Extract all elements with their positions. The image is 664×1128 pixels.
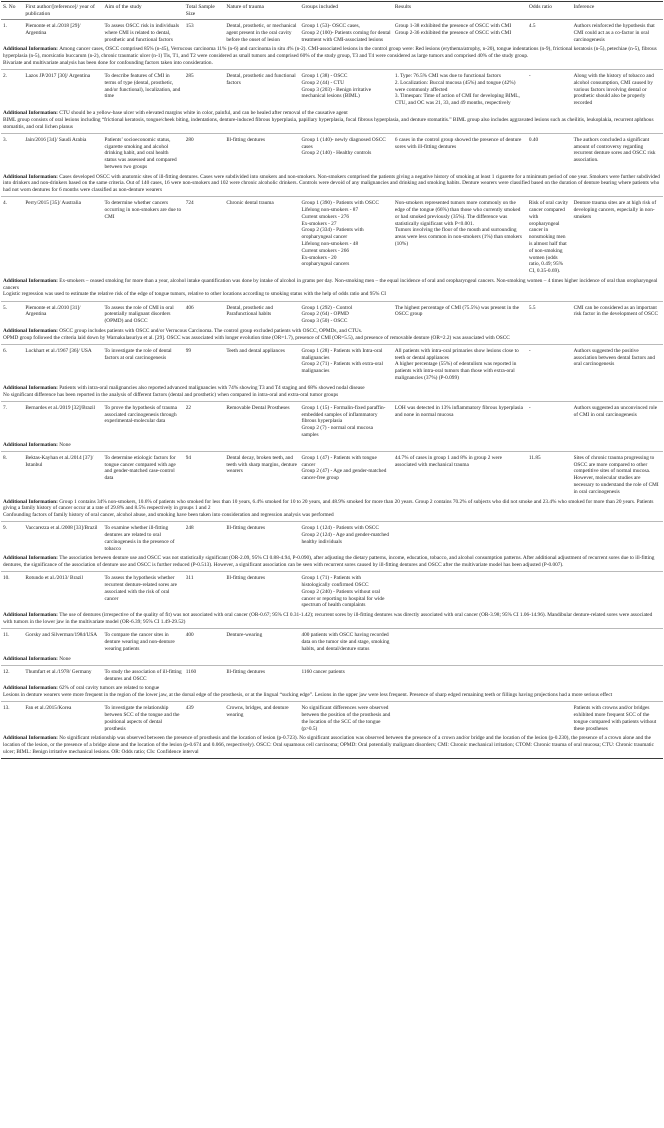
additional-info-label: Additional Information: <box>3 384 60 391</box>
studies-review-table <box>1 1 663 759</box>
cell-results: 1. Type: 76.5% CMI was due to functional factors 2. Localization: Buccal mucosa (45%) and tongue (42%) were commonly affected 3. Timespan: Time of action of CMI for developing BIML, CTU, and OC was 21, 33, and 49 months, respectively <box>394 73 520 107</box>
cell-groups: Group 1 (390) - Patients with OSCC Lifelong non-smokers - 87 Current smokers - 276 Ex-smokers - 27 Group 2 (334) - Patients with oropharyngeal cancer Lifelong non-smokers - 48 Current smokers - 266 Ex-smokers - 20 oropharyngeal cancers <box>301 200 379 268</box>
additional-info-text: Among cancer cases, OSCC comprised 85% (n-45), Verrucous carcinoma 11% (n-6) and carcinoma in situ 4% (n-2). CMI-associated lesions in the control group were: Red lesions (erythema/atrophy, n-20), tongue indentations (n-9), frictional keratosis (n-5), petechiae (n-5), fibrous hyperplasia (n-5), morsicatio buccarum (n-2), chronic traumatic ulcer (n-1) Tis, T1, and T2 were considered as small tumors and comprised 60% of the study group, T3 and T4 were considered as large tumors and comprised 40% of the study group. Bivariate and multivariate analysis has been done for confounding factors taken into consideration. <box>3 46 657 66</box>
cell-sample: 22 <box>185 404 192 411</box>
cell-author: Bektas-Kayhan et al./2014 [37]/ Istanbul <box>25 454 94 468</box>
cell-inference: Sites of chronic trauma progressing to OSCC are more compared to other competitive sites of normal mucosa. However, molecular studies are necessary to understand the role of CMI in oral carcinogenesis <box>573 454 659 495</box>
column-header-results: Results <box>394 3 412 10</box>
additional-info-label: Additional Information: <box>3 109 60 116</box>
additional-info-row <box>1 497 663 522</box>
cell-inference: Denture trauma sites are at high risk of developing cancers, especially in non-smokers <box>573 200 657 220</box>
additional-info-cell <box>1 497 663 522</box>
cell-sample: 400 <box>185 632 194 639</box>
cell-results: 6 cases in the control group showed the presence of denture sores with ill-fitting dentures <box>394 136 522 150</box>
additional-info-cell <box>1 734 663 759</box>
cell-nature: Dental, prosthetic and functional factors <box>226 73 296 86</box>
cell-inference: Patients with crowns and/or bridges exhibited more frequent SCC of the tongue compared with patients without these prostheses <box>573 705 657 732</box>
cell-aim: Patients’ socioeconomic status, cigarette smoking and alcohol drinking habit, and oral health status was assessed and compared between two groups <box>104 136 177 170</box>
cell-sno: 12. <box>3 668 10 675</box>
study-row <box>1 197 663 276</box>
cell-results <box>393 572 527 611</box>
cell-nature: Ill-fitting dentures <box>226 575 266 582</box>
column-header-sno: S. No <box>3 3 16 10</box>
cell-odds <box>527 702 572 734</box>
cell-results: 44.7% of cases in group 1 and 8% in group 2 were associated with mechanical trauma <box>394 454 502 468</box>
cell-sample: 280 <box>185 136 194 143</box>
cell-nature: Removable Dental Prostheses <box>226 404 290 411</box>
study-row <box>1 629 663 654</box>
cell-groups: Group 1 (71) - Patients with histologically confirmed OSCC Group 2 (240) - Patients without oral cancer or reporting to hospital for wide spectrum of health complaints <box>301 575 385 609</box>
additional-info-text: Cases developed OSCC with anatomic sites of ill-fitting dentures. Cases were subdivided into smokers and non-smokers. Non-smokers comprised the patients giving a negative history of smoking at least 1 cigarette for a minimum period of one year. Smokers were further subdivided into drinkers and non-drinkers based on the same criteria. Out of 140 cases, 16 were non-smokers and 102 were chronic alcoholic drinkers. Controls were devoid of any malignancies and drinking and smoking habits. Denture wearers were classified based on the duration of denture bearing where patients who had not worn dentures for 6 months were classified as non-denture wearers <box>3 173 660 194</box>
cell-aim: To assess OSCC risk in individuals where CMI is related to dental, prosthetic and functional factors <box>104 23 180 43</box>
additional-info-text: None <box>59 655 71 662</box>
additional-info-row <box>1 383 663 401</box>
additional-info-row <box>1 734 663 759</box>
cell-odds: 4.5 <box>528 23 536 30</box>
cell-author: Thumfart et al./1978/ Germany <box>25 668 92 675</box>
additional-info-cell <box>1 554 663 572</box>
cell-inference <box>572 572 663 611</box>
cell-nature: Teeth and dental appliances <box>226 347 285 354</box>
additional-info-cell <box>1 383 663 401</box>
cell-sno: 9. <box>3 525 7 532</box>
cell-inference: Along with the history of tobacco and alcohol consumption, CMI caused by various factors involving dental or prosthetic should also be properly recorded <box>573 73 654 107</box>
cell-sample: 406 <box>185 304 194 311</box>
cell-odds <box>527 572 572 611</box>
column-header-groups: Groups included <box>301 3 338 10</box>
cell-aim: To prove the hypothesis of trauma associated carcinogenesis through experimental-molecular data <box>104 404 177 425</box>
cell-sno: 2. <box>3 73 7 80</box>
additional-info-cell <box>1 440 663 451</box>
cell-odds: - <box>528 347 531 354</box>
cell-odds: - <box>528 404 531 411</box>
additional-info-text: Patients with intra-oral malignancies also reported advanced malignancies with 74% showing T3 and T4 staging and 68% showed nodal disease No significant difference has been reported in the analysis of different factors (dental and prosthetic) when compared in intra-oral and extra-oral tumor groups <box>3 384 365 398</box>
additional-info-row <box>1 45 663 70</box>
additional-info-label: Additional Information: <box>3 498 60 505</box>
cell-nature: Ill-fitting dentures <box>226 525 266 532</box>
cell-sample: 99 <box>185 347 192 354</box>
cell-inference: The authors concluded a significant amount of controversy regarding recurrent denture sores and OSCC risk association. <box>573 136 656 164</box>
cell-groups: Group 1 (38) - OSCC Group 2 (44) - CTU Group 3 (203) - Benign irritative mechanical lesions (BIML) <box>301 73 372 100</box>
cell-results: Non-smokers represented tumors more commonly on the edge of the tongue (66%) than those who currently smoked or had smoked previously (35%). The difference was statistically significant with P<0.001. Tumors involving the floor of the mouth and surrounding areas were less common in non-smokers (1%) than smokers (10%) <box>394 200 522 247</box>
cell-results: Group 1-38 exhibited the presence of OSCC with CMI Group 2-36 exhibited the presence of OSCC with CMI <box>394 23 512 36</box>
cell-sno: 11. <box>3 632 10 639</box>
cell-sno: 7. <box>3 404 7 411</box>
cell-groups: 400 patients with OSCC having recorded data on the tumor site and stage, smoking habits, and dental/denture status <box>301 632 390 652</box>
cell-results <box>393 629 527 654</box>
cell-inference: Authors reinforced the hypothesis that CMI could act as a co-factor in oral carcinogenesis <box>573 23 655 43</box>
cell-sno: 1. <box>3 23 7 30</box>
cell-aim: To describe features of CMI in terms of type (dental, prosthetic, and/or functional), localization, and time <box>104 73 181 100</box>
additional-info-cell <box>1 654 663 665</box>
column-header-nature: Nature of trauma <box>226 3 264 10</box>
cell-author: Vaccarezza et al./2008 [33]/Brazil <box>25 525 98 532</box>
cell-groups: Group 1 (28) - Patients with Intra-oral malignancies Group 2 (71) - Patients with extra-oral malignancies <box>301 347 383 375</box>
cell-inference <box>572 665 663 684</box>
cell-author: Jain/2016 [34]/ Saudi Arabia <box>25 136 87 143</box>
study-row <box>1 20 663 45</box>
cell-nature: Crowns, bridges, and denture wearing <box>226 705 289 719</box>
cell-sample: 1160 <box>185 668 197 675</box>
additional-info-cell <box>1 326 663 344</box>
cell-odds <box>527 665 572 684</box>
study-row <box>1 451 663 497</box>
additional-info-text: Ex-smokers – ceased smoking for more than a year, alcohol intake quantification was done by intake of alcohol in grams per day. Non-smoking men – the equal incidence of oral and oropharyngeal cancers. Non-smoking women – 4 times higher incidence of oral than oropharyngeal cancers Logistic regression was used to estimate the relative risk of the edge of tongue tumors, relative to other locations according to smoking status with the help of odds ratio and 95% CI <box>3 277 658 298</box>
column-header-author: First author/[reference]/ year of publication <box>25 3 95 17</box>
additional-info-label: Additional Information: <box>3 173 60 180</box>
cell-nature: Dental decay, broken teeth, and teeth with sharp margins, denture wearers <box>226 454 298 475</box>
cell-odds: - <box>528 73 531 80</box>
additional-info-text: The association between denture use and OSCC was not statistically significant (OR-2.09, 95% CI 0.88-4.94, P-0.090), after adjusting the dietary patterns, income, education, tobacco, and alcohol consumption patterns. After additional adjustment of recurrent sores due to ill-fitting dentures, the significance of the association of denture use and OSCC is further reduced (P-0.513). However, a significant association can be seen with recurrent sores caused by ill-fitting dentures and OSCC after the multivariate model has been adjusted (P-0.007). <box>3 555 655 569</box>
cell-sample: 439 <box>185 705 194 712</box>
cell-author: Perry/2015 [35]/ Australia <box>25 200 81 207</box>
cell-results <box>393 702 527 734</box>
cell-author: Fan et al./2015/Korea <box>25 705 72 712</box>
cell-author: Bernardes et al./2019 [32]/Brazil <box>25 404 96 411</box>
additional-info-text: The use of dentures (irrespective of the quality of fit) was not associated with oral cancer (OR-0.67; 95% CI 0.31-1.42); recurrent sores by ill-fitting dentures was directly associated with oral cancer (OR-3.98; 95% CI 1.06-14.96). Mandibular denture-related sores were associated with tumors in the lower jaw in the multivariate model (OR-6.39; 95% CI 1.49-29.52) <box>3 612 653 625</box>
cell-author: Lockhart et al./1967 [36]/ USA <box>25 347 92 354</box>
additional-info-label: Additional Information: <box>3 735 60 742</box>
cell-aim: To compare the cancer sites in denture wearing and non-denture wearing patients <box>104 632 175 652</box>
cell-sample: 153 <box>185 23 194 30</box>
cell-inference <box>572 522 663 554</box>
additional-info-label: Additional Information: <box>3 655 60 662</box>
additional-info-cell <box>1 276 663 301</box>
additional-info-label: Additional Information: <box>3 612 60 619</box>
column-header-sample: Total Sample Size <box>185 3 215 17</box>
study-row <box>1 344 663 383</box>
cell-sample: 94 <box>185 454 192 461</box>
cell-inference: Authors suggested the positive association between dental factors and oral carcinogenesis <box>573 347 656 368</box>
cell-aim: To determine etiologic factors for tongue cancer compared with age and gender-matched case-control data <box>104 454 176 482</box>
cell-sno: 6. <box>3 347 7 354</box>
cell-sno: 8. <box>3 454 7 461</box>
cell-odds: 0.40 <box>528 136 539 143</box>
additional-info-text: None <box>59 441 71 448</box>
cell-inference: Authors suggested an unconvinced role of CMI in oral carcinogenesis <box>573 404 658 418</box>
additional-info-cell <box>1 611 663 629</box>
cell-author: Piemonte et al./2018 [29]/ Argentina <box>25 23 81 36</box>
cell-nature: Ill-fitting dentures <box>226 668 266 675</box>
cell-aim: To assess the role of CMI in oral potentially malignant disorders (OPMD) and OSCC <box>104 304 174 325</box>
cell-author: Piemonte et al./2010 [31]/ Argentina <box>25 304 81 318</box>
additional-info-row <box>1 611 663 629</box>
additional-info-label: Additional Information: <box>3 277 60 284</box>
cell-groups: Group 1 (15) - Formalin-fixed paraffin-embedded samples of inflammatory fibrous hyperplasia Group 2 (7) - normal oral mucosa samples <box>301 404 386 438</box>
cell-results: The highest percentage of CMI (75.5%) was present in the OSCC group <box>394 304 520 318</box>
cell-odds: Risk of oral cavity cancer compared with oropharyngeal cancer in nonsmoking men is almost half that of non-smoking women (odds ratio, 0.49; 95% CI, 0.35-0.69). <box>528 200 569 275</box>
cell-inference: CMI can be considered as an important risk factor in the development of OSCC <box>573 304 659 318</box>
cell-sample: 248 <box>185 525 194 532</box>
study-row <box>1 702 663 734</box>
cell-groups: Group 1 (292) - Control Group 2 (64) - OPMD Group 3 (50) - OSCC <box>301 304 353 325</box>
cell-aim: To investigate the relationship between SCC of the tongue and the positional aspects of dental prosthesis <box>104 705 180 732</box>
cell-sno: 13. <box>3 705 10 712</box>
additional-info-cell <box>1 172 663 197</box>
additional-info-cell <box>1 45 663 70</box>
additional-info-label: Additional Information: <box>3 327 60 334</box>
additional-info-text: No significant relationship was observed between the presence of prosthesis and the location of lesion (p-0.723). No significant association was observed between the presence of a crown and/or bridge and the location of the lesion (p-0.230), the presence of a crown alone and the location of the lesion, or the presence of a bridge alone and the location of the lesion (p-0.674 and 0.066, respectively). OSCC: Oral squamous cell carcinoma; OPMD: Oral potentially malignant disorders; CMI: Chronic mechanical irritation; CTOM: Chronic trauma of oral mucosa; CTU: Chronic traumatic ulcer; BIML: Benign irritative mechanical lesions. OR: Odds ratio; CIs: Confidence interval <box>3 735 654 755</box>
column-header-aim: Aim of the study <box>104 3 142 10</box>
cell-groups: No significant differences were observed between the position of the prosthesis and the location of the SCC of the tongue (p>0.5) <box>301 705 391 732</box>
cell-sno: 3. <box>3 136 7 143</box>
cell-aim: To study the association of ill-fitting dentures and OSCC <box>104 668 182 682</box>
cell-groups: Group 1 (47) - Patients with tongue cancer Group 2 (47) - Age and gender-matched cancer-free group <box>301 454 387 482</box>
additional-info-label: Additional Information: <box>3 685 60 692</box>
additional-info-row <box>1 440 663 451</box>
cell-nature: Denture-wearing <box>226 632 263 639</box>
additional-info-label: Additional Information: <box>3 555 60 562</box>
cell-groups: Group 1 (140)- newly diagnosed OSCC cases Group 2 (140) - Healthy controls <box>301 136 386 157</box>
additional-info-row <box>1 654 663 665</box>
study-row <box>1 301 663 326</box>
column-header-inference: Inference <box>573 3 595 10</box>
cell-results <box>393 665 527 684</box>
cell-groups: Group 1 (124) - Patients with OSCC Group 2 (124) - Age and gender-matched healthy individuals <box>301 525 390 545</box>
cell-results: All patients with intra-oral primaries show lesions close to teeth or dental appliances A higher percentage (55%) of edentulism was reported in patients with intra-oral tumors than those with extra-oral malignancies (37%) (P-0.099) <box>394 347 519 382</box>
cell-sno: 10. <box>3 575 10 582</box>
cell-odds: 5.5 <box>528 304 536 311</box>
cell-sno: 5. <box>3 304 7 311</box>
additional-info-row <box>1 326 663 344</box>
column-header-odds: Odds ratio <box>528 3 552 10</box>
cell-sample: 285 <box>185 73 194 80</box>
table-header-row <box>1 2 663 20</box>
cell-author: Lazos JP/2017 [30]/ Argentina <box>25 73 91 80</box>
study-row <box>1 572 663 611</box>
study-row <box>1 401 663 440</box>
cell-nature: Ill-fitting dentures <box>226 136 266 143</box>
cell-inference <box>572 629 663 654</box>
cell-results <box>393 522 527 554</box>
cell-odds: 11.85 <box>528 454 541 461</box>
additional-info-label: Additional Information: <box>3 441 60 448</box>
additional-info-label: Additional Information: <box>3 46 60 53</box>
cell-results: LOH was detected in 13% inflammatory fibrous hyperplasia and none in normal mucosa <box>394 404 523 418</box>
additional-info-text: CTU should be a yellow-base ulcer with elevated margins white in color, painful, and can be healed after removal of the causative agent BIML group consists of oral lesions including “frictional keratosis, tongue/cheek biting, indentations, denture-induced fibrous hyperplasia, papillary hyperplasia, focal fibrous hyperplasia, and denture stomatitis.” BIML group also includes aggravated lesions such as cheilitis, leukoplakia, recurrent aphthous stomatitis, and oral lichen planus <box>3 109 654 130</box>
additional-info-row <box>1 554 663 572</box>
additional-info-text: Group 1 contains 34% non-smokers, 10.6% of patients who smoked for less than 10 years, 6.4% smoked for 10 to 20 years, and 48.9% smoked for more than 20 years. Group 2 contains 70.2% of subjects who did not smoke and 23.4% who smoked for more than 20 years. Patients giving a family history of cancer occur at a rate of 29.8% and 8.5% respectively in groups 1 and 2 Confounding factors of family history of oral cancer, alcohol abuse, and smoking have been taken into consideration and regression analysis was performed <box>3 498 654 519</box>
study-row <box>1 665 663 684</box>
study-row <box>1 70 663 109</box>
cell-sample: 311 <box>185 575 194 582</box>
cell-odds <box>527 629 572 654</box>
cell-groups: Group 1 (53)- OSCC cases, Group 2 (100)- Patients coming for dental treatment with CMI-associated lesions <box>301 23 391 43</box>
additional-info-cell <box>1 108 663 133</box>
additional-info-row <box>1 684 663 702</box>
additional-info-text: 62% of oral cavity tumors are related to tongue Lesions in denture wearers were more frequent in the region of the lower jaw, at the dorsal edge of the prosthesis, or at the lingual “sucking edge”. Lesions in the upper jaw were less frequent. Presence of sharp edged remaining teeth or fillings having projections had a more serious effect <box>3 685 613 699</box>
cell-author: Rotundo et al./2013/ Brazil <box>25 575 83 582</box>
additional-info-row <box>1 108 663 133</box>
cell-aim: To examine whether ill-fitting dentures are related to oral carcinogenesis in the presence of tobacco <box>104 525 175 552</box>
study-row <box>1 133 663 172</box>
cell-sno: 4. <box>3 200 7 207</box>
cell-aim: To determine whether cancers occurring in non-smokers are due to CMI <box>104 200 182 220</box>
cell-sample: 724 <box>185 200 194 207</box>
cell-author: Gorsky and Silverman/1984/USA <box>25 632 98 639</box>
cell-nature: Chronic dental trauma <box>226 200 274 207</box>
study-row <box>1 522 663 554</box>
additional-info-row <box>1 172 663 197</box>
cell-odds <box>527 522 572 554</box>
additional-info-row <box>1 276 663 301</box>
additional-info-text: OSCC group includes patients with OSCC and/or Verrucous Carcinoma. The control group excluded patients with OSCC, OPMDs, and CTUs. OPMD group followed the criteria laid down by Warnakulasuriya et al. [29]. OSCC was associated with longer evolution time (OR=1.7), presence of CMI (OR=5.5), and presence of removable denture (OR=2.2) was associated with OSCC <box>3 327 510 341</box>
additional-info-cell <box>1 684 663 702</box>
cell-aim: To assess the hypothesis whether recurrent denture-related sores are associated with the risk of oral cancer <box>104 575 178 602</box>
cell-aim: To investigate the role of dental factors at oral carcinogenesis <box>104 347 172 361</box>
cell-nature: Dental, prosthetic and Parafunctional habits <box>226 304 273 318</box>
cell-groups: 1160 cancer patients <box>301 668 345 675</box>
cell-nature: Dental, prosthetic, or mechanical agent present in the oral cavity before the onset of lesion <box>226 23 297 43</box>
